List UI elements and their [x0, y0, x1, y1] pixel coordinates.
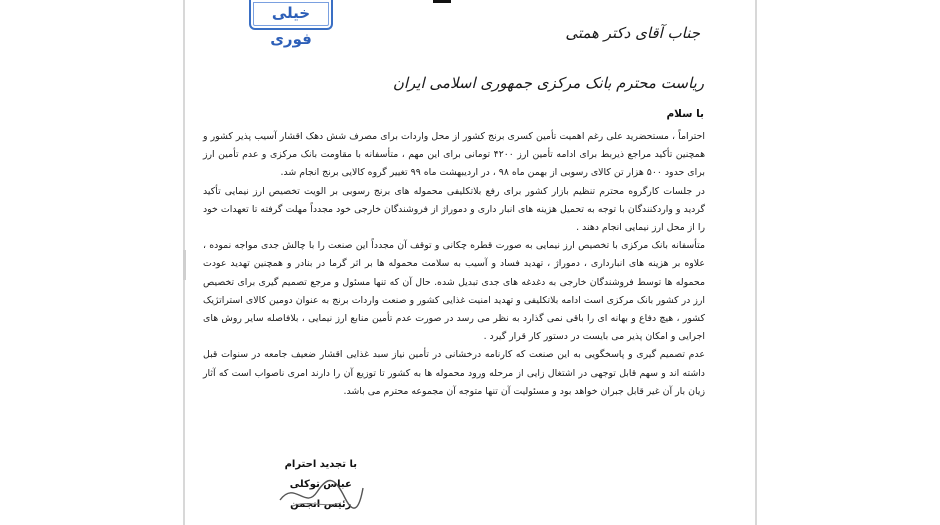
paragraph-2: در جلسات کارگروه محترم تنظیم بازار کشور برای رفع بلاتکلیفی محموله های برنج رسوبی بر الویت تخصیص ارز نیمایی تأکید گردید و واردکنندگان با توجه به تحمیل هزینه های انبار داری و دموراژ از فروشندگان خارجی خود مجدداً مهلت گرفته تا تعهدات خود را از محل ارز نیمایی انجام دهند . [203, 185, 705, 234]
handwritten-signature [275, 470, 365, 515]
signature-title: رئیس انجمن [290, 499, 352, 510]
urgent-stamp: خیلی فوری [249, 0, 333, 30]
paragraph-1: احتراماً ، مستحضرید علی رغم اهمیت تأمین کسری برنج کشور از محل واردات برای مصرف شش دهک اقشار آسیب پذیر کشور و همچنین تأکید مراجع ذیربط برای ادامه تأمین ارز ۴۲۰۰ تومانی برای این مهم ، متأسفانه با مقاومت بانک مرکزی و عدم تأمین ارز برای حدود ۵۰۰ هزار تن کالای رسوبی از بهمن ماه ۹۸ ، در اردیبهشت ماه ۹۹ تغییر گروه کالایی برنج انجام شد. [203, 131, 706, 179]
side-mark [183, 250, 186, 280]
letter-page [183, 0, 757, 525]
recipient-name: جناب آقای دکتر همتی [565, 24, 700, 42]
paragraph-3: متأسفانه بانک مرکزی با تخصیص ارز نیمایی به صورت قطره چکانی و توقف آن مجدداً این صنعت را با چالش جدی مواجه نموده ، علاوه بر هزینه های انبارداری ، دموراژ ، تهدید فساد و آسیب به سلامت محموله ها بر اثر گرما در بنادر و همچنین تهدید عودت محموله ها توسط فروشندگان خارجی به دغدغه های جدی تبدیل شده. حال آن که تنها مسئول و مرجع تصمیم گیری برای تخصیص ارز در کشور بانک مرکزی است ادامه بلاتکلیفی و تهدید امنیت غذایی کشور و صنعت واردات برنج به عنوان دومین کالای استراتژیک کشور ، هیچ دفاع و بهانه ای را باقی نمی گذارد به نظر می رسد در صورت عدم تأمین منابع ارز نیمایی ، بلافاصله سایر روش های اجرایی و امکان پذیر می بایست در دستور کار قرار گیرد . [203, 240, 705, 343]
page-edge-right [755, 0, 757, 525]
top-mark [433, 0, 451, 3]
paragraph-4: عدم تصمیم گیری و پاسخگویی به این صنعت که کارنامه درخشانی در تأمین نیاز سبد غذایی اقشار ضعیف جامعه در سنوات قبل داشته اند و سهم قابل توجهی در اشتغال زایی از مرحله ورود محموله ها به کشور تا توزیع آن را دارند امری ناصواب است که آثار زیان بار آن غیر قابل جبران خواهد بود و مسئولیت آن تنها متوجه آن مجموعه محترم می باشد. [203, 349, 705, 397]
recipient-title: ریاست محترم بانک مرکزی جمهوری اسلامی ایران [392, 74, 704, 92]
signature-closing: با تجدید احترام [284, 459, 357, 470]
signature-name: عباس توکلی [289, 479, 352, 490]
letter-body [203, 128, 705, 401]
greeting: با سلام [666, 108, 704, 120]
